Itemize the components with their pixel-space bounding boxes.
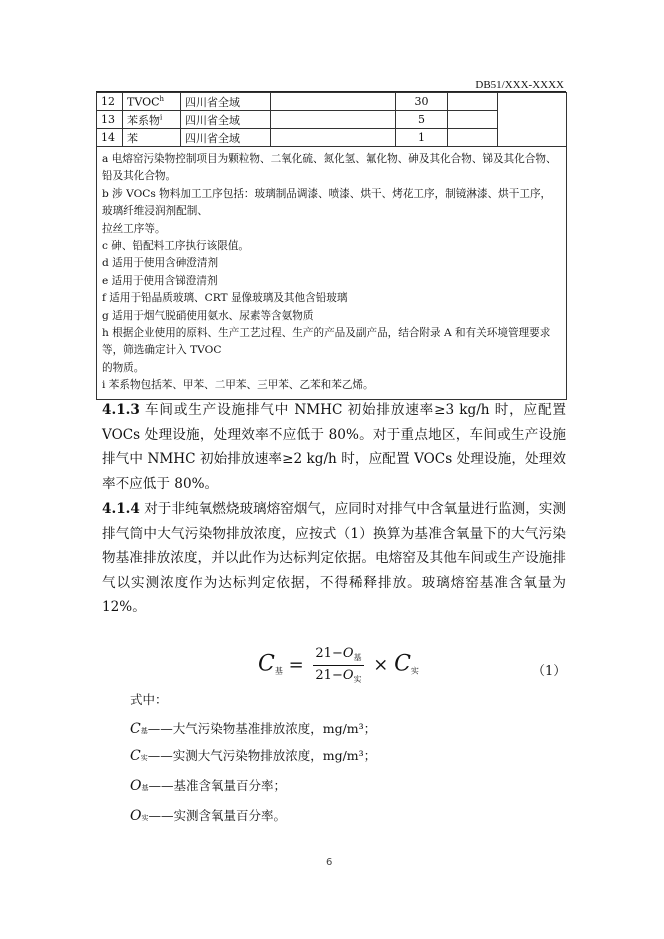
where-title: 式中： (130, 692, 168, 707)
table-row (97, 129, 567, 147)
note-item: b 涉 VOCs 物料加工工序包括：玻璃制品调漆、喷漆、烘干、烤花工序，制镜淋漆、烘干工序，玻璃纤维浸润剂配制、 (102, 187, 552, 218)
formula-1 (258, 646, 419, 685)
table-notes (97, 147, 567, 400)
note-item: h 根据企业使用的原料、生产工艺过程、生产的产品及副产品，结合附录 A 和有关环境管理要求等，筛选确定计入 TVOC (102, 327, 551, 357)
note-item: c 砷、铅配料工序执行该限值。 (102, 240, 250, 253)
table-row (97, 93, 567, 111)
formula-equals: = (288, 654, 304, 676)
equation-number: （1） (532, 664, 567, 679)
pollutant-name: TVOC$^h$ (123, 93, 181, 111)
limit-value: 30 (396, 93, 448, 111)
section-number: 4.1.3 (102, 402, 140, 418)
merged-cell (498, 93, 567, 147)
empty-cell (271, 129, 396, 147)
page-number: 6 (326, 857, 333, 868)
formula-subscript: 实 (410, 666, 419, 676)
formula-symbol: C (258, 651, 275, 677)
where-item: C实——实测大气污染物排放浓度，mg/m³； (130, 748, 377, 764)
section-4-1-3 (102, 398, 566, 496)
fraction-denominator: $21-O_实$ (315, 668, 362, 684)
limits-table (96, 92, 567, 400)
table-row (97, 111, 567, 129)
note-item: g 适用于烟气脱硝使用氨水、尿素等含氨物质 (102, 309, 314, 322)
where-item: C基——大气污染物基准排放浓度，mg/m³； (130, 721, 377, 737)
section-text: 对于非纯氧燃烧玻璃熔窑烟气，应同时对排气中含氧量进行监测，实测排气筒中大气污染物排放浓度，应按式（1）换算为基准含氧量下的大气污染物基准排放浓度，并以此作为达标判定依据。电熔窑及其他车间或生产设施排气以实测浓度作为达标判定依据，不得稀释排放。玻璃熔窑基准含氧量为 12%。 (102, 501, 566, 615)
section-text: 车间或生产设施排气中 NMHC 初始排放速率≥3 kg/h 时，应配置 VOCs 处理设施，处理效率不应低于 80%。对于重点地区，车间或生产设施排气中 NMHC 初始排放速率≥2 kg/h 时，应配置 VOCs 处理设施，处理效率不应低于 80%。 (102, 402, 566, 492)
empty-cell (448, 129, 498, 147)
formula-fraction (313, 646, 363, 685)
where-item: O基——基准含氧量百分率； (130, 778, 286, 794)
empty-cell (271, 93, 396, 111)
row-number: 13 (97, 111, 123, 129)
section-4-1-4 (102, 497, 566, 620)
scope: 四川省全域 (181, 111, 271, 129)
where-item: O实——实测含氧量百分率。 (130, 808, 286, 824)
limit-value: 1 (396, 129, 448, 147)
empty-cell (448, 93, 498, 111)
fraction-numerator: $21-O_基$ (313, 646, 363, 666)
formula-times: × (373, 654, 389, 676)
scope: 四川省全域 (181, 93, 271, 111)
empty-cell (448, 111, 498, 129)
empty-cell (271, 111, 396, 129)
scope: 四川省全域 (181, 129, 271, 147)
notes-row (97, 147, 567, 400)
pollutant-name: 苯系物$^i$ (123, 111, 181, 129)
note-item: f 适用于铅晶质玻璃、CRT 显像玻璃及其他含铅玻璃 (102, 292, 348, 305)
formula-subscript: 基 (274, 666, 283, 676)
document-id: DB51/XXX-XXXX (475, 79, 564, 91)
note-item: a 电熔窑污染物控制项目为颗粒物、二氧化硫、氮化氢、氟化物、砷及其化合物、锑及其化合物、铅及其化合物。 (102, 153, 557, 183)
pollutant-name: 苯 (123, 129, 181, 147)
row-number: 14 (97, 129, 123, 147)
section-number: 4.1.4 (102, 501, 140, 517)
formula-symbol: C (394, 651, 411, 677)
limit-value: 5 (396, 111, 448, 129)
note-item: 的物质。 (102, 361, 145, 374)
row-number: 12 (97, 93, 123, 111)
note-item: d 适用于使用含砷澄清剂 (102, 257, 219, 270)
note-item: i 苯系物包括苯、甲苯、二甲苯、三甲苯、乙苯和苯乙烯。 (102, 379, 374, 392)
note-item: 拉丝工序等。 (102, 222, 166, 235)
note-item: e 适用于使用含锑澄清剂 (102, 274, 218, 287)
